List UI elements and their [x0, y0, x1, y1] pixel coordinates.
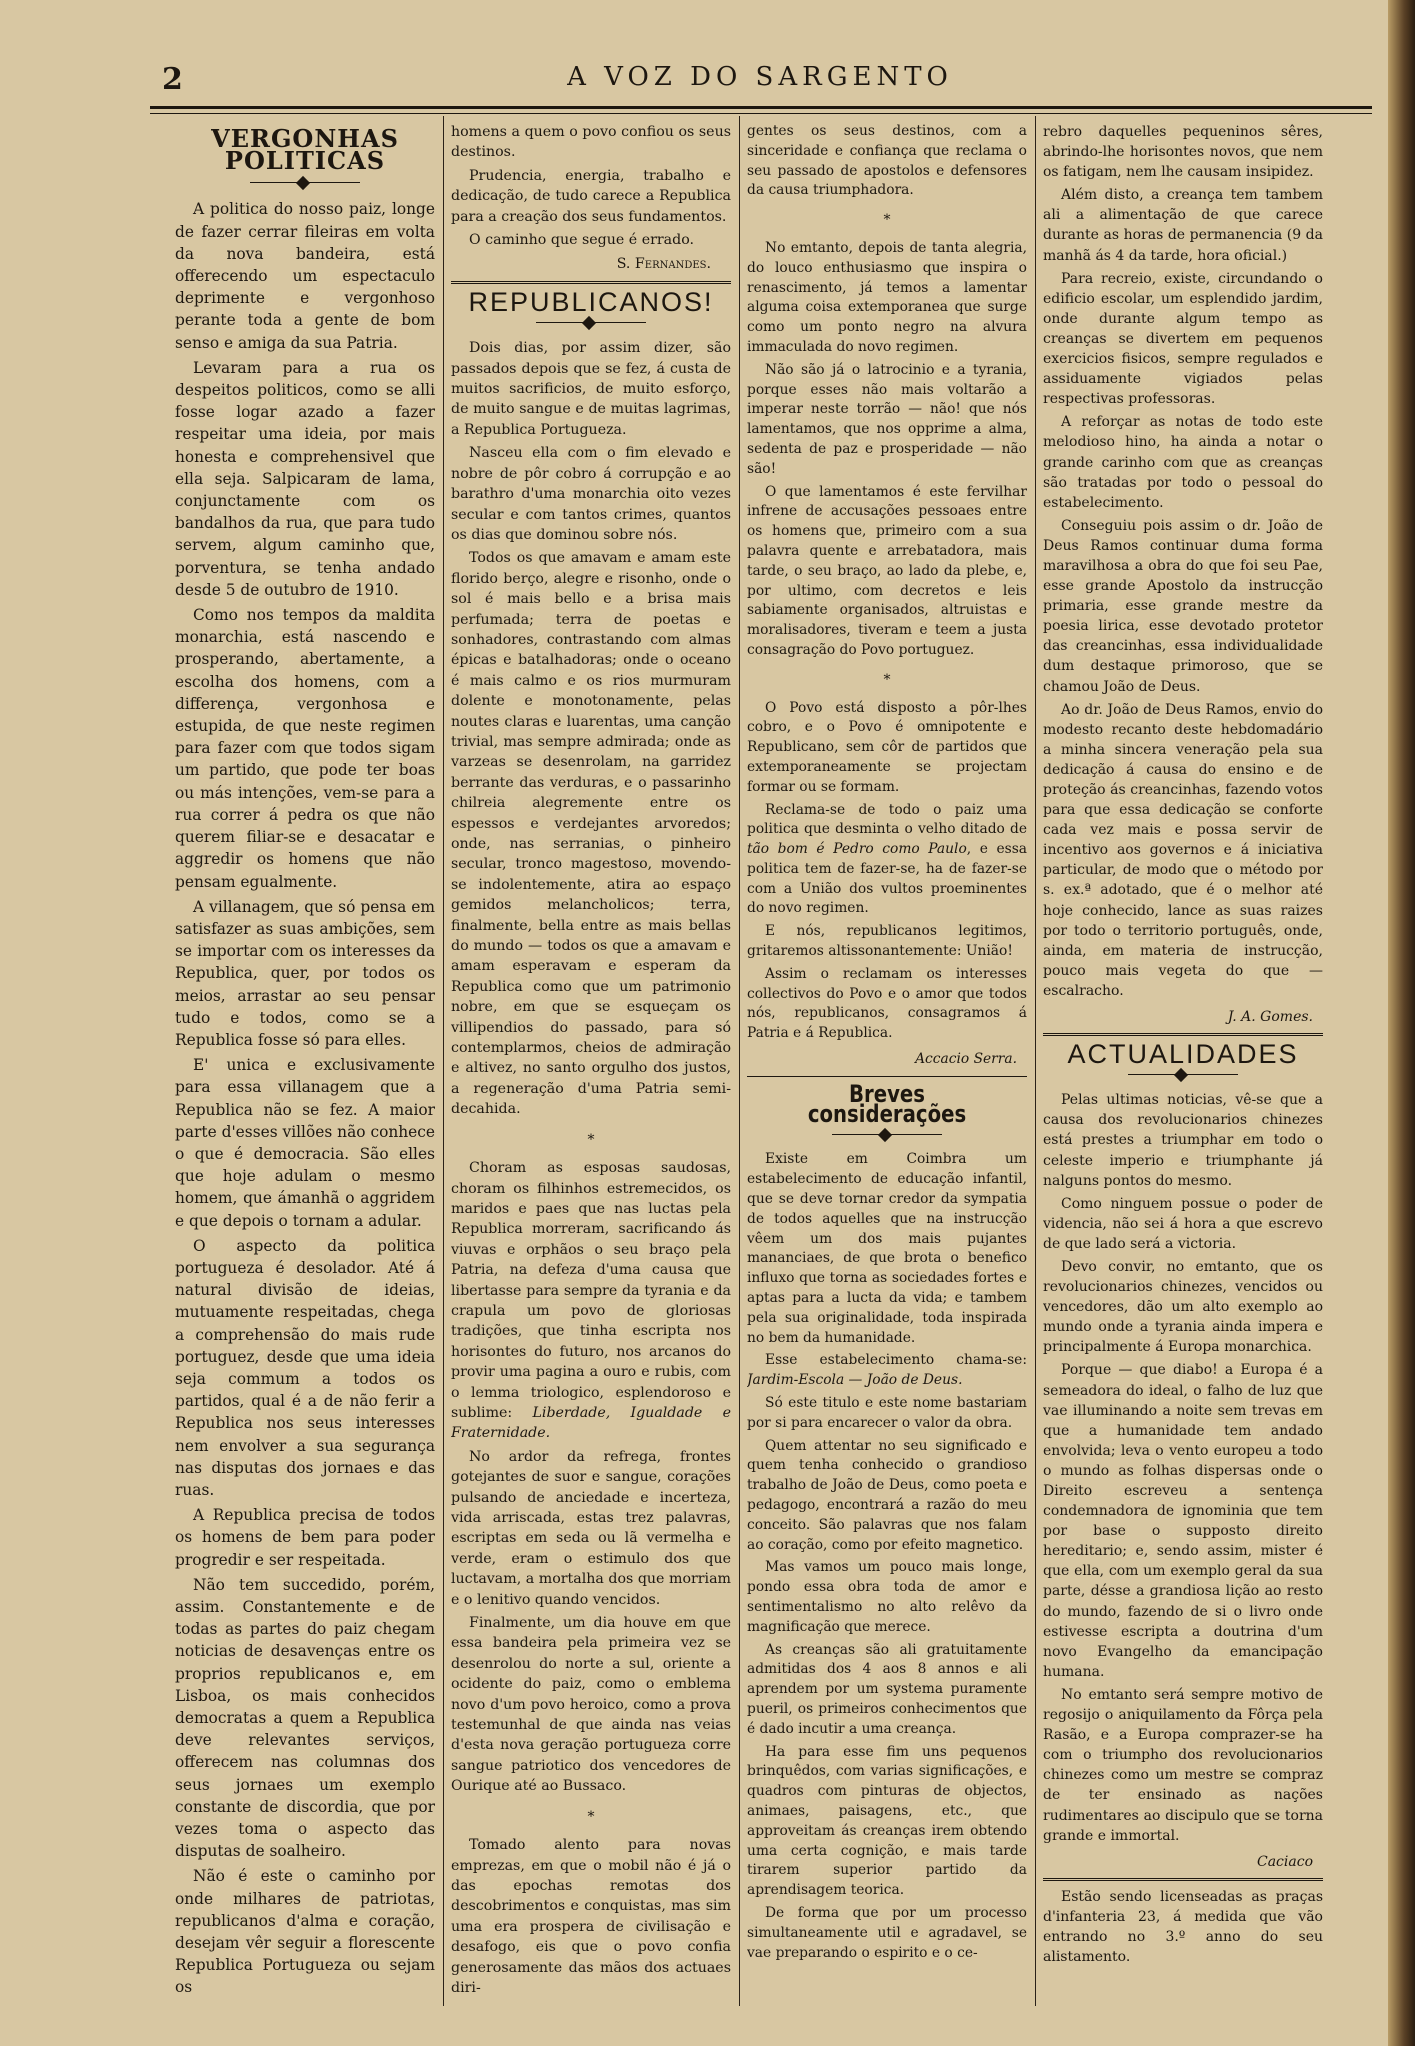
paragraph: Dois dias, por assim dizer, são passados depois que se fez, á custa de muitos sacrificios, de muito esforço, de muito sangue e de muitas lagrimas, a Republica Portugueza. [451, 340, 731, 438]
article-divider [1043, 1878, 1323, 1883]
paragraph: Como nos tempos da maldita monarchia, está nascendo e prosperando, abertamente, a escolha dos homens, com a differença, vergonhosa e estupida, de que neste regimen para fazer com que todos sigam um partido, que pode ter boas ou más intenções, vem-se para a rua correr á pedra os que não querem filiar-se e desacatar e aggredir os homens que não pensam egualmente. [175, 606, 435, 891]
article-title-breves: Breves considerações [807, 1079, 967, 1128]
column-rule [1035, 116, 1036, 2006]
paragraph: No ardor da refrega, frontes gotejantes de suor e sangue, corações pulsando de anciedade e incerteza, vida arriscada, estas trez palavras, escriptas em seda ou lã vermelha e verde, eram o estimulo dos que luctavam, a mortalha dos que morriam e o lenitivo quando vencidos. [451, 1448, 731, 1608]
paragraph [747, 1351, 1027, 1391]
column-4 [1043, 122, 1323, 2007]
paragraph: Para recreio, existe, circundando o edificio escolar, um esplendido jardim, onde durante algum tempo as creanças se divertem em pequenos exercicios fisicos, sempre regulados e assiduamente vigiados pelas respectivas professoras. [1043, 270, 1323, 408]
section-star: * [587, 1131, 595, 1148]
paragraph [451, 1158, 731, 1444]
paragraph: A politica do nosso paiz, longe de fazer cerrar fileiras em volta da nova bandeira, está offerecendo um espectaculo deprimente e vergonhoso perante toda a gente de bom senso e amiga da sua Patria. [175, 200, 435, 352]
paragraph: rebro daquelles pequeninos sêres, abrindo-lhe horisontes novos, que nem os fatigam, nem lhe causam insipidez. [1043, 124, 1323, 181]
paragraph: Existe em Coimbra um estabelecimento de educação infantil, que se deve tornar credor da sympatia de todos aquelles que na instrucção vêem um dos mais pujantes mananciaes, de que brota o benefico influxo que torna as sociedades fortes e aptas para a lucta da vida; e tambem pela sua originalidade, toda inspirada no bem da humanidade. [747, 1151, 1027, 1346]
paragraph-text: Reclama-se de todo o paiz uma politica que desminta o velho ditado de [747, 801, 1027, 838]
proverb: tão bom é Pedro como Paulo [747, 841, 967, 858]
signature-serra: Accacio Serra. [915, 1051, 1017, 1068]
paragraph: No emtanto, depois de tanta alegria, do louco enthusiasmo que inspira o renascimento, já temos a lamentar alguma coisa extemporanea que surge como um ponto negro na alvura immaculada do novo regimen. [747, 239, 1027, 355]
article-divider [747, 1076, 1027, 1077]
signature-fernandes: S. Fernandes. [616, 256, 711, 273]
paragraph: Não são já o latrocinio e a tyrania, porque esses não mais voltarão a imperar neste torrão — não! que nós lamentamos, que nos opprime a alma, sedenta de paz e prosperidade — não são! [747, 361, 1027, 477]
article-divider [1043, 1033, 1323, 1038]
header-rule [150, 106, 1372, 114]
motto: Liberdade, Igualdade e Fraternidade. [451, 1404, 731, 1442]
paragraph: De forma que por um processo simultaneamente util e agradavel, se vae preparando o espirito e o ce- [747, 1904, 1027, 1961]
section-star: * [883, 212, 891, 229]
signature-gomes: J. A. Gomes. [1227, 1009, 1313, 1026]
paragraph: Mas vamos um pouco mais longe, pondo essa obra toda de amor e sentimentalismo no alto relêvo da magnificação que merece. [747, 1559, 1027, 1635]
column-2 [451, 122, 731, 2007]
paragraph: A villanagem, que só pensa em satisfazer as suas ambições, sem se importar com os interesses da Republica, quer, por todos os meios, arrastar ao seu pensar tudo e todos, como se a Republica fosse só para elles. [175, 897, 435, 1049]
paragraph: E' unica e exclusivamente para essa villanagem que a Republica não se fez. A maior parte d'esses villões não conhece o que é democracia. São elles que hoje adulam o mesmo homem, que ámanhã o aggridem e que depois o tornam a adular. [175, 1056, 435, 1230]
paragraph: O caminho que segue é errado. [469, 232, 694, 249]
paragraph: O Povo está disposto a pôr-lhes cobro, e o Povo é omnipotente e Republicano, sem côr de partidos que extemporaneamente se projectam formar ou se formam. [747, 699, 1027, 795]
article-divider [451, 281, 731, 286]
ornament-divider [1128, 1068, 1238, 1082]
section-star: * [587, 1808, 595, 1825]
paragraph: O aspecto da politica portugueza é desolador. Até á natural divisão de ideias, mutuamente respeitadas, chega a comprehensão do mais rude portuguez, desde que uma ideia seja commum a todos os partidos, qual é a de não ferir a Republica nos seus interesses nem envolver a sua segurança nas disputas dos jornaes e das ruas. [175, 1236, 435, 1499]
newspaper-title: A VOZ DO SARGENTO [567, 62, 953, 92]
page-edge [1388, 0, 1415, 2046]
paragraph: Não tem succedido, porém, assim. Constantemente e de todas as partes do paiz chegam noticias de desavenças entre os proprios republicanos e, em Lisboa, os mais conhecidos democratas a quem a Republica deve relevantes serviços, offerecem nas columnas dos seus jornaes um exemplo constante de discordia, que por vezes toma o aspecto das disputas de soalheiro. [175, 1575, 435, 1861]
school-name: Jardim-Escola — João de Deus. [747, 1372, 963, 1389]
page-number: 2 [162, 62, 183, 97]
paragraph: O que lamentamos é este fervilhar infrene de accusações pessoaes entre os homens que, primeiro com a sua palavra quente e arrebatadora, mais tarde, o seu braço, ao lado da plebe, e, por ultimo, com decretos e leis sabiamente organisados, altruistas e moralisadores, tiveram e teem a justa consagração do Povo portuguez. [747, 483, 1027, 658]
paragraph: A Republica precisa de todos os homens de bem para poder progredir e ser respeitada. [175, 1506, 435, 1569]
paragraph: Como ninguem possue o poder de videncia, não sei á hora a que escrevo de que lado será a victoria. [1043, 1195, 1323, 1252]
signature-caciaco: Caciaco [1257, 1853, 1313, 1870]
paragraph: Nasceu ella com o fim elevado e nobre de pôr cobro á corrupção e ao barathro d'uma monarchia oito vezes secular e com tantos crimes, quantos os dias que dominou sobre nós. [451, 445, 731, 543]
paragraph: E nós, republicanos legitimos, gritaremos altissonantemente: União! [747, 923, 1027, 960]
section-star: * [883, 671, 891, 688]
paragraph: Ao dr. João de Deus Ramos, envio do modesto recanto deste hebdomadário a minha sincera veneração pela sua dedicação á causa do ensino e de proteção ás creancinhas, fazendo votos para que essa dedicação se conforte cada vez mais e possa servir de incentivo aos governos e á iniciativa particular, de modo que o método por s. ex.ª adotado, que é o melhor até hoje conhecido, lance as suas raizes por todo o territorio português, onde, ainda, em materia de instrucção, pouco mais vegeta do que — escalracho. [1043, 701, 1323, 999]
paragraph: A reforçar as notas de todo este melodioso hino, ha ainda a notar o grande carinho com que as creanças são tratadas por todo o pessoal do estabelecimento. [1043, 414, 1323, 511]
paragraph-text: Esse estabelecimento chama-se: [765, 1352, 1027, 1369]
column-3 [747, 122, 1027, 2007]
paragraph: Só este titulo e este nome bastariam por si para encarecer o valor da obra. [747, 1395, 1027, 1431]
paragraph: Devo convir, no emtanto, que os revolucionarios chinezes, vencidos ou vencedores, dão um alto exemplo ao mundo onde a tyrania ainda impera e principalmente á Europa monarchica. [1043, 1258, 1323, 1356]
article-title-republicanos: REPUBLICANOS! [468, 286, 714, 317]
paragraph-text: Choram as esposas saudosas, choram os filhinhos estremecidos, os maridos e paes que nas luctas pela Republica morreram, sacrificando ás viuvas e orphãos o seu braço pela Patria, na defeza d'uma causa que libertasse para sempre da tyrania e da crapula um povo de gloriosas tradições, que tinha escripta nos horisontes do futuro, nos arcanos do provir uma pagina a ouro e rubis, com o lemma triologico, esplendoroso e sublime: [451, 1160, 731, 1421]
ornament-divider [536, 316, 646, 330]
paragraph: Porque — que diabo! a Europa é a semeadora do ideal, o falho de luz que vae illuminando a noite sem trevas em que a humanidade tem andado envolvida; leva o vento europeu a todo o mundo as folhas dispersas onde o Direito escreveu a sentença condemnadora de ignominia que tem por base o supposto direito hereditario; e, sendo assim, mister é que ella, com um exemplo geral da sua parte, désse a grandiosa lição ao resto do mundo, fazendo de si o livro onde estivesse escripta a doutrina d'um novo Evangelho da emancipação humana. [1043, 1362, 1323, 1680]
masthead [150, 58, 1370, 102]
paragraph [747, 801, 1027, 920]
paragraph: gentes os seus destinos, com a sinceridade e confiança que reclama o seu passado de apostolos e defensores da causa triumphadora. [747, 123, 1027, 199]
paragraph: Tomado alento para novas emprezas, em que o mobil não é já o das epochas remotas dos descobrimentos e conquistas, mas sim uma era prospera de civilisação e desafogo, eis que o povo confia generosamente das mãos dos actuaes diri- [451, 1837, 731, 1996]
ornament-divider [832, 1128, 942, 1142]
ornament-divider [250, 176, 360, 190]
article-body-vergonhas [175, 198, 435, 1998]
paragraph: Todos os que amavam e amam este florido berço, alegre e risonho, onde o sol é mais bello e a brisa mais perfumada; terra de poetas e sonhadores, contrastando com almas épicas e batalhadoras; onde o oceano é mais calmo e os rios murmuram dolente e monotonamente, pelas noutes claras e luarentas, uma canção trivial, mas sempre admirada; onde as varzeas se desenrolam, na garridez berrante das verduras, e o passarinho chilreia alegremente entre os espessos e verdejantes arvoredos; onde, nas serranias, o pinheiro secular, tronco magestoso, movendo-se indolentemente, atira ao espaço gemidos melancholicos; terra, finalmente, bella entre as mais bellas do mundo — todos os que a amavam e amam esperavam e esperam da Republica como que um patrimonio nobre, em que se esqueçam os villipendios do passado, para só contemplarmos, cheios de admiração e altivez, no santo orgulho dos justos, a regeneração d'uma Patria semi-decahida. [451, 550, 731, 1118]
paragraph: Quem attentar no seu significado e quem tenha conhecido o grandioso trabalho de João de Deus, como poeta e pedagogo, encontrará a razão do meu conceito. São palavras que nos falam ao coração, como por efeito magnetico. [747, 1437, 1027, 1553]
paragraph: As creanças são ali gratuitamente admitidas dos 4 aos 8 annos e ali aprendem por um systema puramente pueril, os primeiros conhecimentos que é dado incutir a uma creança. [747, 1641, 1027, 1737]
column-rule [443, 116, 444, 2006]
paragraph: No emtanto será sempre motivo de regosijo o aniquilamento da Fôrça pela Rasão, e a Europa comprazer-se ha com o triumpho dos revolucionarios chinezes como um mestre se compraz de ter ensinado as nações rudimentares ao discipulo que se torna grande e immortal. [1043, 1686, 1323, 1844]
paragraph-text: , e essa politica tem de fazer-se, ha de fazer-se com a União dos vultos proeminentes do novo regimen. [747, 841, 1027, 917]
paragraph: Prudencia, energia, trabalho e dedicação, de tudo carece a Republica para a creação dos seus fundamentos. [451, 167, 731, 225]
paragraph: Ha para esse fim uns pequenos brinquêdos, com varias significações, e quadros com pinturas de objectos, animaes, paisagens, etc., que approveitam ás creanças irem obtendo uma certa cognição, e mais tarde tirarem superior partido da aprendisagem teorica. [747, 1743, 1027, 1899]
paragraph: Além disto, a creança tem tambem ali a alimentação de que carece durante as horas de permanencia (9 da manhã ás 4 da tarde, hora oficial.) [1043, 187, 1323, 264]
notice-paragraph: Estão sendo licenseadas as praças d'infanteria 23, á medida que vão entrando no 3.º anno do seu alistamento. [1043, 1888, 1323, 1966]
paragraph: Conseguiu pois assim o dr. João de Deus Ramos continuar duma forma maravilhosa a obra do que foi seu Pae, esse grande Apostolo da instrucção primaria, esse grande mestre da poesia lirica, esse devotado protetor das creancinhas, essa individualidade dum destaque primoroso, que se chamou João de Deus. [1043, 517, 1323, 695]
paragraph: Assim o reclamam os interesses collectivos do Povo e o amor que todos nós, republicanos, consagramos á Patria e á Republica. [747, 965, 1027, 1042]
paragraph: homens a quem o povo confiou os seus destinos. [451, 124, 731, 161]
paragraph: Pelas ultimas noticias, vê-se que a causa dos revolucionarios chinezes está prestes a triumphar em todo o celeste imperio e triumphante já nalguns pontos do mesmo. [1043, 1092, 1323, 1189]
paragraph: Levaram para a rua os despeitos politicos, como se alli fosse logar azado a fazer respeitar uma ideia, por mais honesta e comprehensivel que ella seja. Salpicaram de lama, conjunctamente com os bandalhos da rua, que para tudo servem, algum caminho que, porventura, se tenha andado desde 5 de outubro de 1910. [175, 358, 435, 599]
article-title-actualidades: ACTUALIDADES [1067, 1039, 1299, 1070]
paragraph: Não é este o caminho por onde milhares de patriotas, republicanos d'alma e coração, desejam vêr seguir a florescente Republica Portugueza ou sejam os [175, 1867, 435, 1997]
column-1 [175, 122, 435, 2007]
column-rule [739, 116, 740, 2006]
paragraph: Finalmente, um dia houve em que essa bandeira pela primeira vez se desenrolou do norte a sul, oriente a ocidente do paiz, como o emblema novo d'um povo heroico, como a prova testemunhal de que ainda nas veias d'esta nova geração portugueza corre sangue patriotico dos vencedores de Ourique até ao Bussaco. [451, 1615, 731, 1795]
article-title-vergonhas: VERGONHAS POLITICAS [211, 124, 399, 176]
